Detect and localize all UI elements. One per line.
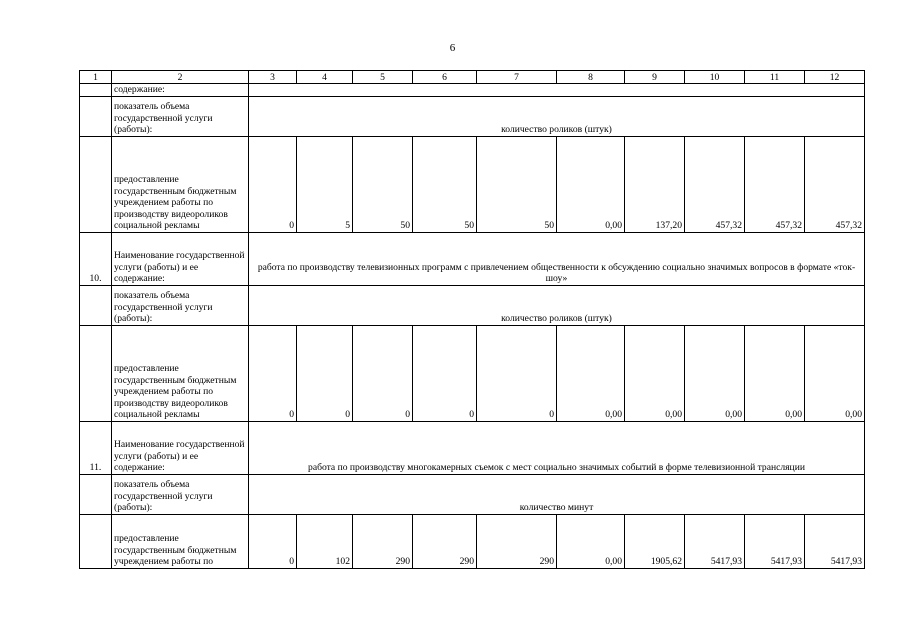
service-name: работа по производству многокамерных съемок с мест социально значимых событий в форме телевизионной трансляции <box>249 422 865 475</box>
row-index: 10. <box>80 233 112 286</box>
value-cell: 0 <box>249 515 297 569</box>
row-span-cell <box>249 84 865 97</box>
row-index <box>80 326 112 422</box>
provision-label: предоставление государственным бюджетным учреждением работы по производству видеороликов социальной рекламы <box>112 326 249 422</box>
header-row <box>80 71 865 84</box>
value-cell: 0,00 <box>557 326 625 422</box>
value-cell: 102 <box>297 515 353 569</box>
table-row <box>80 475 865 515</box>
value-cell: 0,00 <box>805 326 865 422</box>
value-cell: 5417,93 <box>685 515 745 569</box>
table-row <box>80 233 865 286</box>
table-row <box>80 286 865 326</box>
provision-label: предоставление государственным бюджетным учреждением работы по производству видеороликов социальной рекламы <box>112 137 249 233</box>
indicator-label: показатель объема государственной услуги (работы): <box>112 475 249 515</box>
row-index <box>80 97 112 137</box>
value-cell: 0 <box>353 326 413 422</box>
row-index: 11. <box>80 422 112 475</box>
value-cell: 0,00 <box>685 326 745 422</box>
header-cell: 8 <box>557 71 625 84</box>
table-row <box>80 326 865 422</box>
table-row <box>80 515 865 569</box>
value-cell: 0 <box>413 326 477 422</box>
value-cell: 0 <box>249 137 297 233</box>
header-cell: 11 <box>745 71 805 84</box>
table-row <box>80 84 865 97</box>
value-cell: 5 <box>297 137 353 233</box>
header-cell: 4 <box>297 71 353 84</box>
table-row <box>80 422 865 475</box>
row-index <box>80 137 112 233</box>
budget-table <box>79 70 865 569</box>
table-row <box>80 137 865 233</box>
table-row <box>80 97 865 137</box>
header-cell: 6 <box>413 71 477 84</box>
row-index <box>80 84 112 97</box>
value-cell: 0,00 <box>745 326 805 422</box>
value-cell: 5417,93 <box>745 515 805 569</box>
header-cell: 5 <box>353 71 413 84</box>
value-cell: 0,00 <box>557 137 625 233</box>
unit-cell: количество роликов (штук) <box>249 286 865 326</box>
value-cell: 457,32 <box>805 137 865 233</box>
page-number: 6 <box>449 42 456 54</box>
value-cell: 50 <box>353 137 413 233</box>
row-index <box>80 475 112 515</box>
name-label: Наименование государственной услуги (работы) и ее содержание: <box>112 422 249 475</box>
header-cell: 3 <box>249 71 297 84</box>
value-cell: 5417,93 <box>805 515 865 569</box>
value-cell: 457,32 <box>685 137 745 233</box>
unit-cell: количество минут <box>249 475 865 515</box>
value-cell: 0 <box>249 326 297 422</box>
value-cell: 50 <box>477 137 557 233</box>
indicator-label: показатель объема государственной услуги (работы): <box>112 97 249 137</box>
service-name: работа по производству телевизионных программ с привлечением общественности к обсуждению социально значимых вопросов в формате «ток-шоу» <box>249 233 865 286</box>
value-cell: 137,20 <box>625 137 685 233</box>
row-index <box>80 286 112 326</box>
row-index <box>80 515 112 569</box>
row-description: содержание: <box>112 84 249 97</box>
header-cell: 7 <box>477 71 557 84</box>
value-cell: 0,00 <box>557 515 625 569</box>
value-cell: 457,32 <box>745 137 805 233</box>
value-cell: 50 <box>413 137 477 233</box>
value-cell: 1905,62 <box>625 515 685 569</box>
header-cell: 10 <box>685 71 745 84</box>
unit-cell: количество роликов (штук) <box>249 97 865 137</box>
value-cell: 0 <box>297 326 353 422</box>
value-cell: 290 <box>353 515 413 569</box>
header-cell: 2 <box>112 71 249 84</box>
header-cell: 12 <box>805 71 865 84</box>
header-cell: 1 <box>80 71 112 84</box>
provision-label: предоставление государственным бюджетным учреждением работы по <box>112 515 249 569</box>
indicator-label: показатель объема государственной услуги (работы): <box>112 286 249 326</box>
value-cell: 0,00 <box>625 326 685 422</box>
value-cell: 0 <box>477 326 557 422</box>
value-cell: 290 <box>477 515 557 569</box>
value-cell: 290 <box>413 515 477 569</box>
name-label: Наименование государственной услуги (работы) и ее содержание: <box>112 233 249 286</box>
header-cell: 9 <box>625 71 685 84</box>
